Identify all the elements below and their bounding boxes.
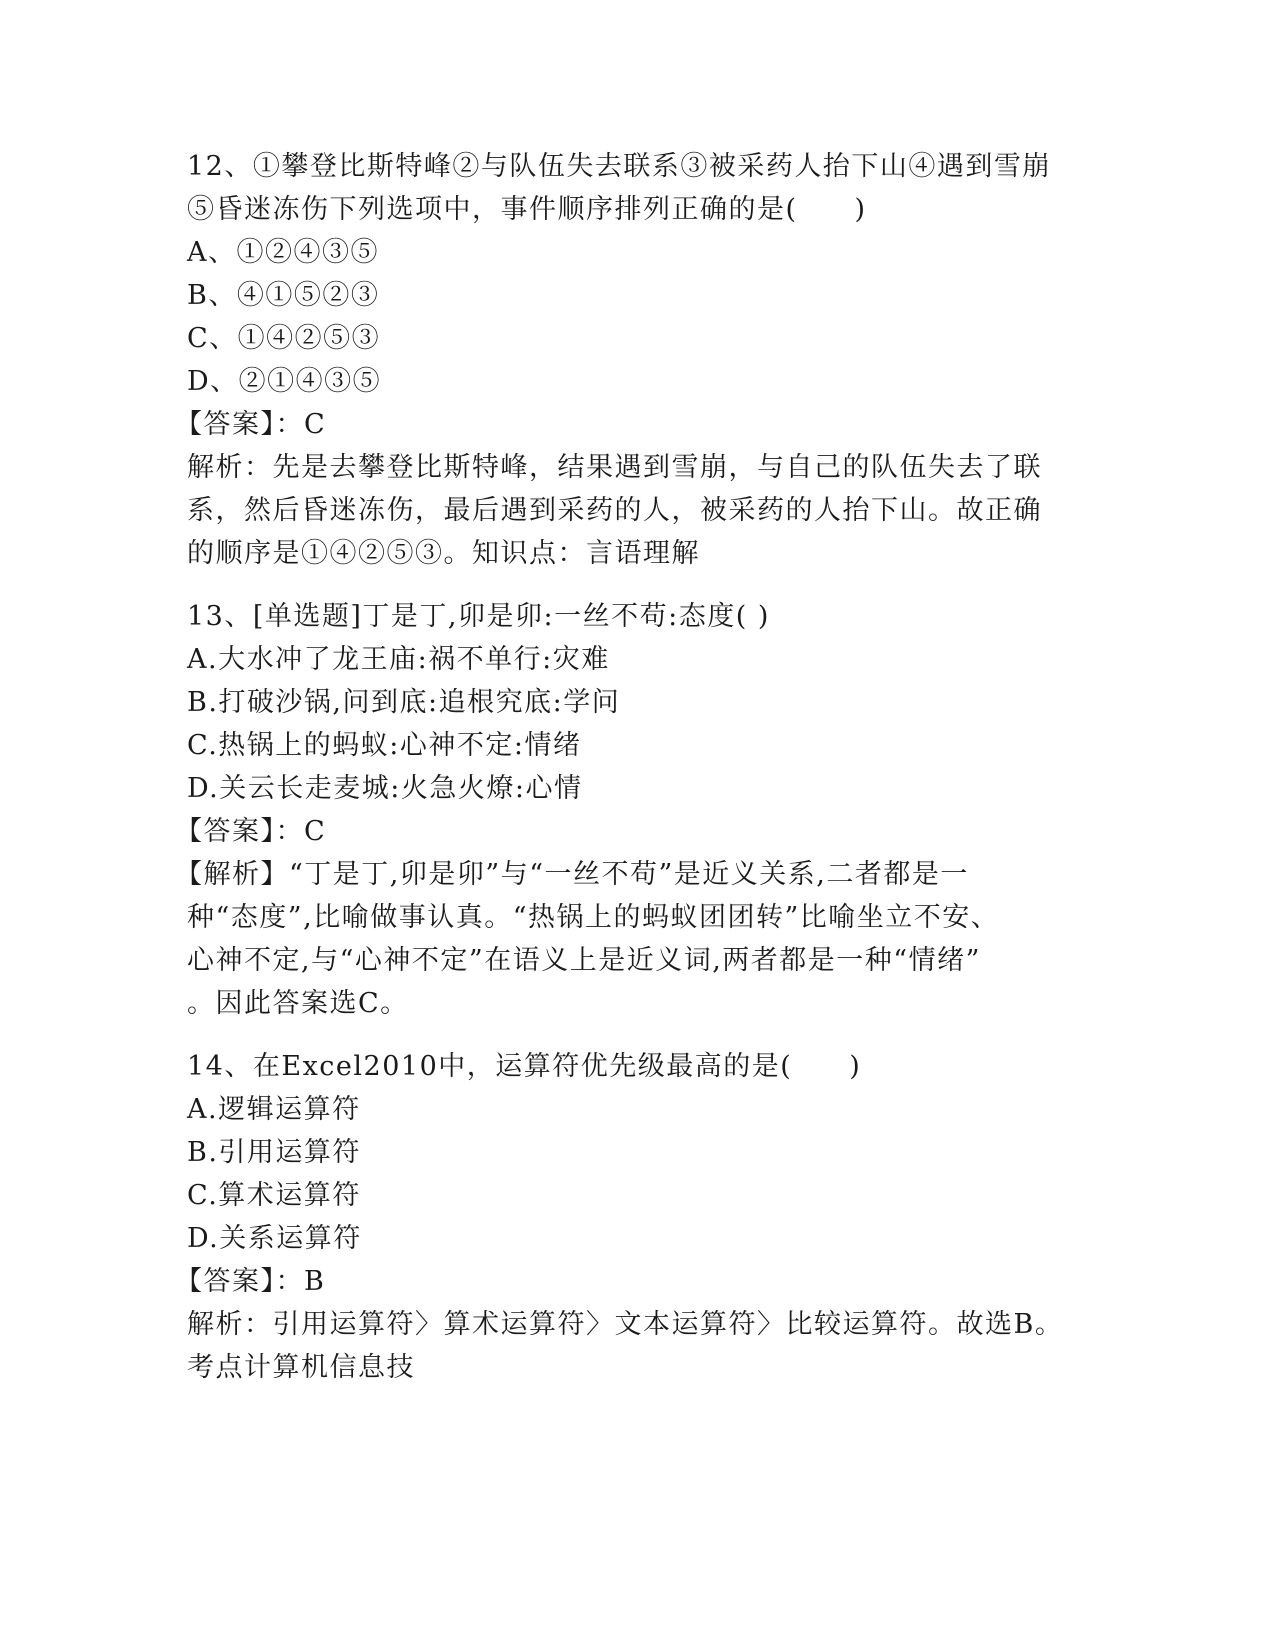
option-b: B、④①⑤②③ [187,280,380,311]
document-content [175,145,1067,1409]
analysis-line: 考点计算机信息技 [187,1352,415,1383]
option-c: C.算术运算符 [187,1180,361,1211]
option-b: B.引用运算符 [187,1137,361,1168]
option-c: C.热锅上的蚂蚁:心神不定:情绪 [187,730,582,761]
option-d: D、②①④③⑤ [187,366,382,397]
option-c: C、①④②⑤③ [187,323,381,354]
question-13 [175,595,1067,1025]
analysis-line: 解析：先是去攀登比斯特峰，结果遇到雪崩，与自己的队伍失去了联 [187,452,1042,483]
analysis-line: 种“态度”,比喻做事认真。“热锅上的蚂蚁团团转”比喻坐立不安、 [187,902,1000,933]
answer-line: 【答案】：B [175,1266,326,1297]
question-stem-line: 12、①攀登比斯特峰②与队伍失去联系③被采药人抬下山④遇到雪崩 [187,151,1051,182]
question-12 [175,145,1067,575]
analysis-line: 解析：引用运算符〉算术运算符〉文本运算符〉比较运算符。故选B。 [187,1309,1064,1340]
answer-line: 【答案】：C [175,409,327,440]
answer-line: 【答案】：C [175,816,327,847]
analysis-line: 。因此答案选C。 [187,988,409,1019]
question-stem-line: 14、在Excel2010中，运算符优先级最高的是( ) [187,1051,862,1082]
option-a: A、①②④③⑤ [187,237,379,268]
question-stem-line: ⑤昏迷冻伤下列选项中，事件顺序排列正确的是( ) [187,194,867,225]
option-a: A.逻辑运算符 [187,1094,361,1125]
analysis-line: 系，然后昏迷冻伤，最后遇到采药的人，被采药的人抬下山。故正确 [187,495,1042,526]
analysis-line: 的顺序是①④②⑤③。知识点：言语理解 [187,538,700,569]
option-d: D.关系运算符 [187,1223,362,1254]
analysis-line: 【解析】“丁是丁,卯是卯”与“一丝不苟”是近义关系,二者都是一 [175,859,969,890]
option-d: D.关云长走麦城:火急火燎:心情 [187,773,583,804]
option-b: B.打破沙锅,问到底:追根究底:学问 [187,687,621,718]
question-stem-line: 13、[单选题]丁是丁,卯是卯:一丝不苟:态度( ) [187,601,770,632]
option-a: A.大水冲了龙王庙:祸不单行:灾难 [187,644,610,675]
analysis-line: 心神不定,与“心神不定”在语义上是近义词,两者都是一种“情绪” [187,945,981,976]
question-14 [175,1045,1067,1389]
